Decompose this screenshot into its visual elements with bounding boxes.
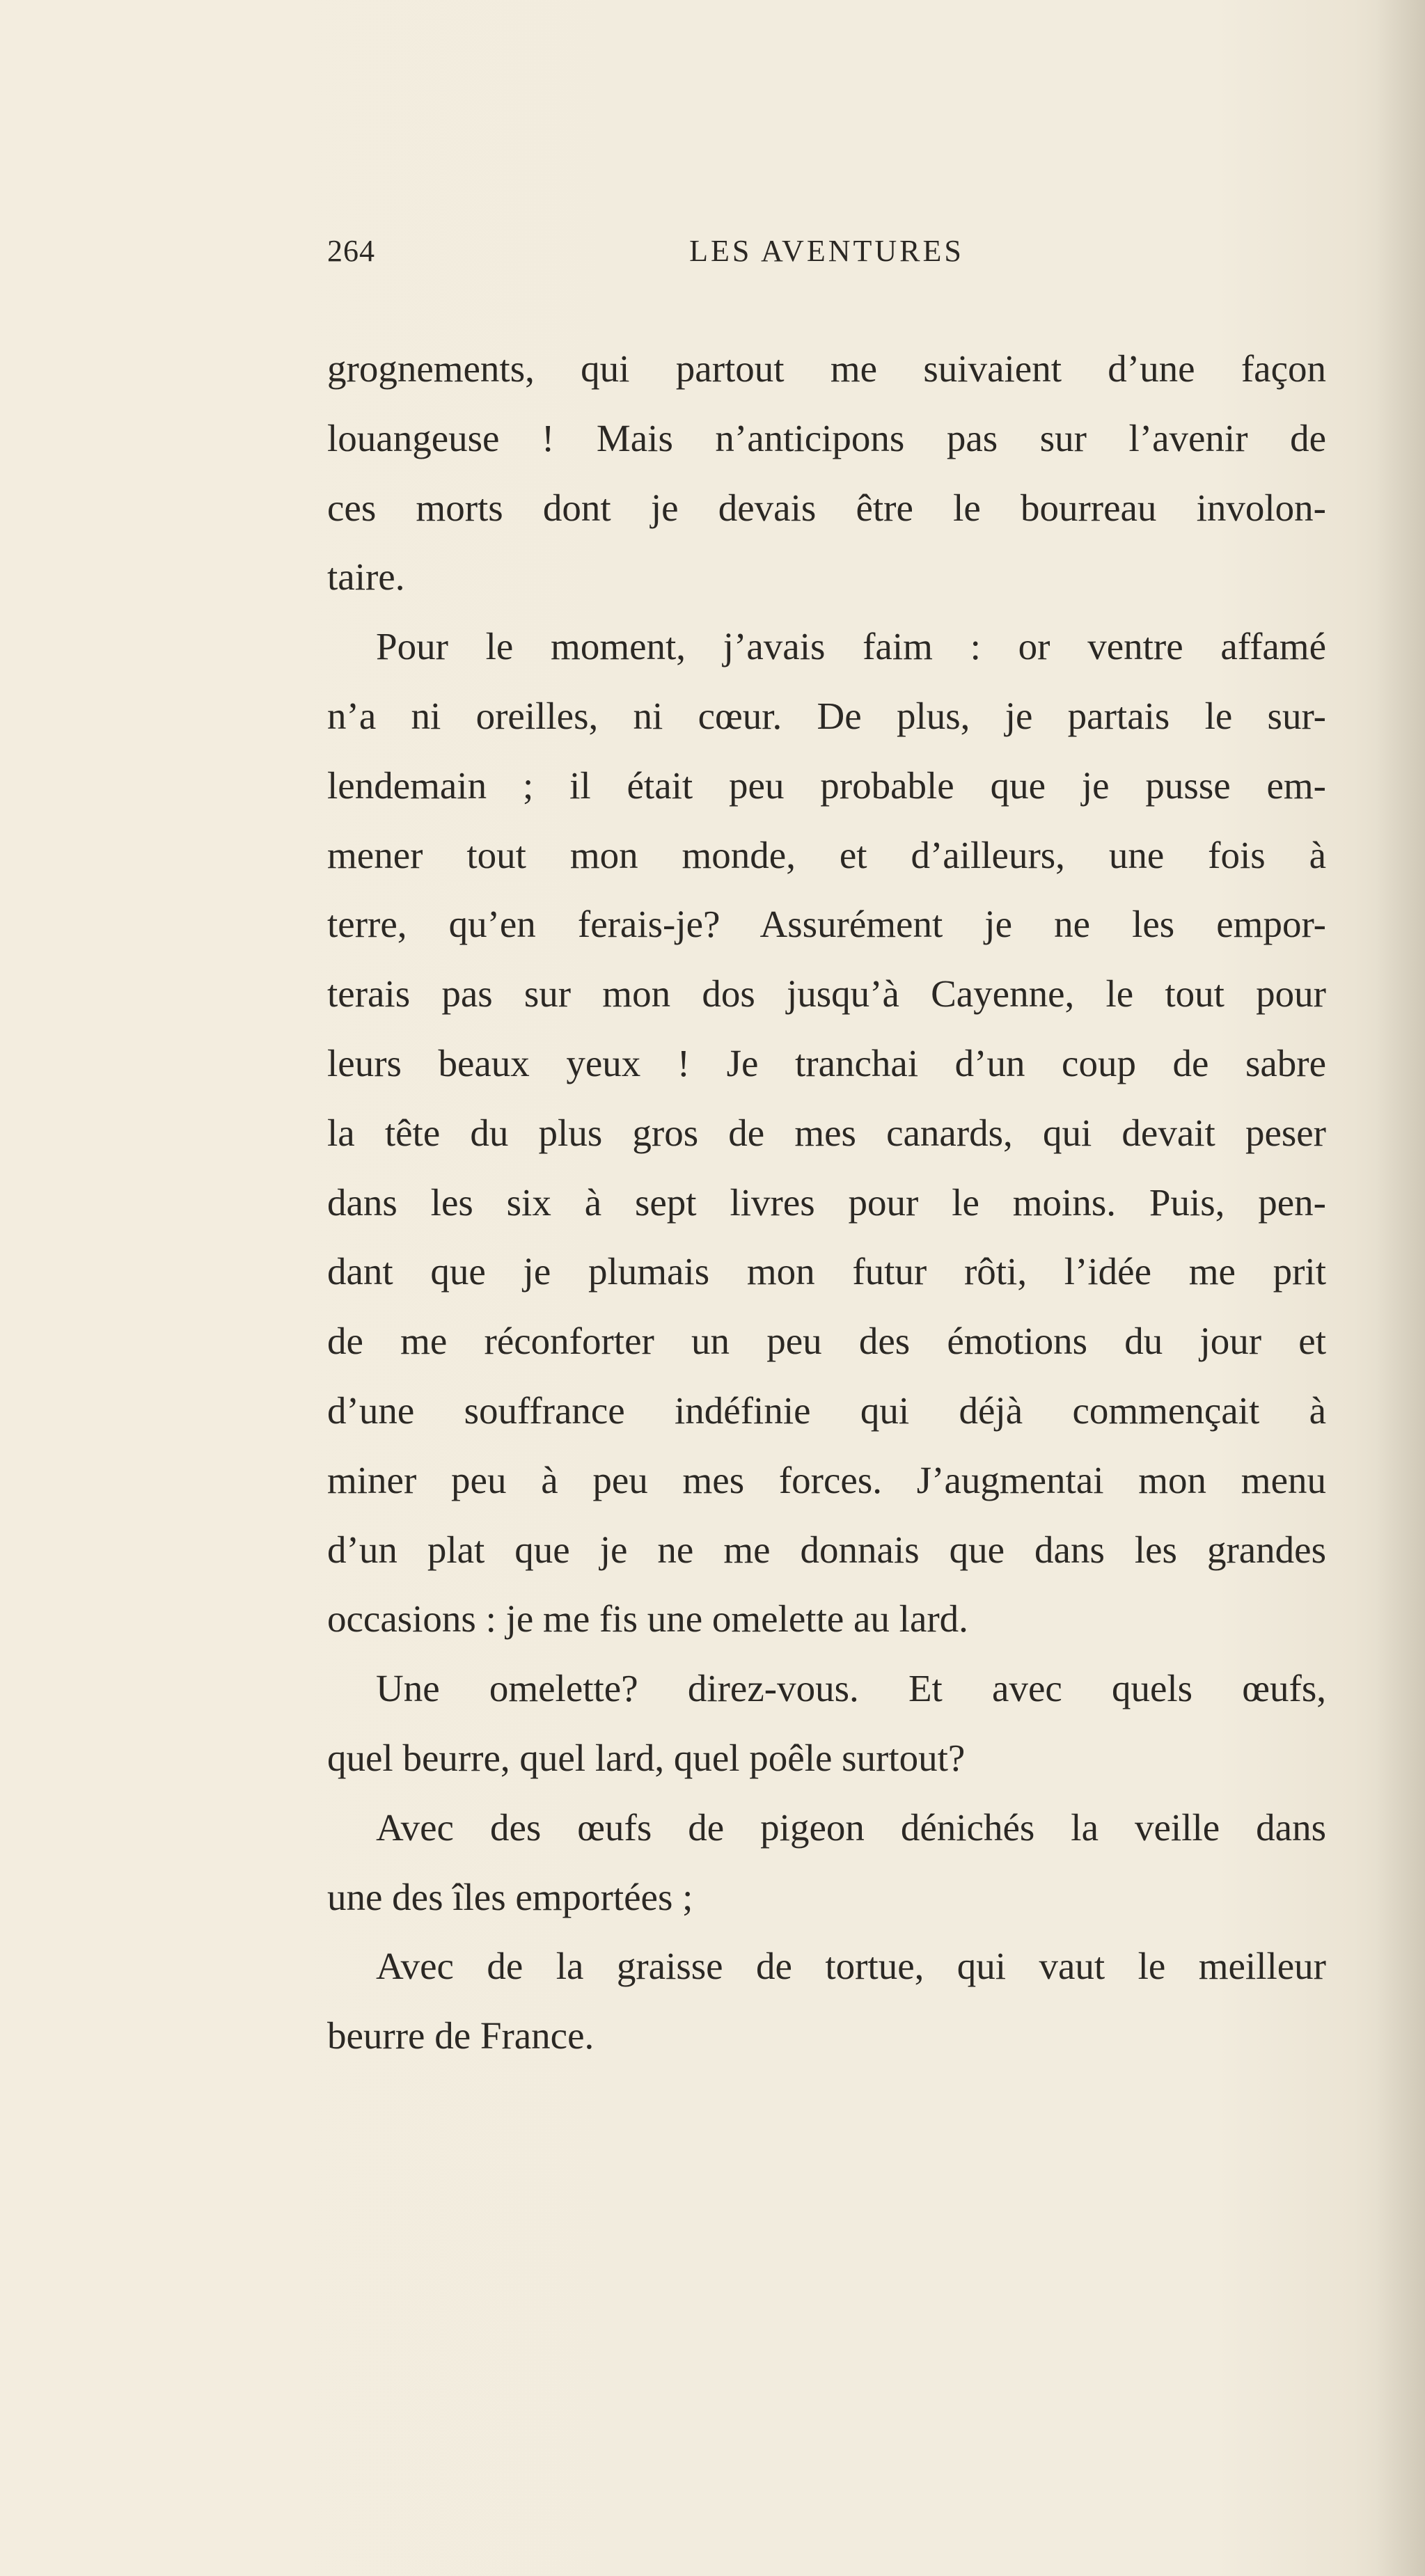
text-line: Avec de la graisse de tortue, qui vaut le meilleur	[376, 1945, 1326, 1988]
text-line: une des îles emportées ;	[327, 1875, 693, 1918]
text-line: quel beurre, quel lard, quel poêle surtout?	[327, 1736, 966, 1779]
text-line: Pour le moment, j’avais faim : or ventre affamé	[376, 625, 1326, 668]
running-head	[327, 233, 1326, 275]
text-line: leurs beaux yeux ! Je tranchai d’un coup de sabre	[327, 1041, 1326, 1084]
text-line: terais pas sur mon dos jusqu’à Cayenne, le tout pour	[327, 972, 1326, 1016]
text-line: mener tout mon monde, et d’ailleurs, une fois à	[327, 833, 1326, 876]
text-line: taire.	[327, 555, 405, 599]
text-line: d’un plat que je ne me donnais que dans les grandes	[327, 1528, 1326, 1571]
text-line: dans les six à sept livres pour le moins. Puis, pen-	[327, 1180, 1326, 1224]
text-line: lendemain ; il était peu probable que je pusse em-	[327, 764, 1326, 807]
text-line: occasions : je me fis une omelette au lard.	[327, 1597, 968, 1641]
text-line: beurre de France.	[327, 2014, 595, 2057]
page-number: 264	[327, 234, 375, 268]
text-line: Avec des œufs de pigeon dénichés la veille dans	[376, 1805, 1326, 1849]
text-line: terre, qu’en ferais-je? Assurément je ne les empor-	[327, 903, 1326, 946]
running-title: LES AVENTURES	[689, 234, 964, 268]
body-text	[327, 334, 1326, 2071]
text-line: grognements, qui partout me suivaient d’une façon	[327, 347, 1326, 390]
text-line: n’a ni oreilles, ni cœur. De plus, je partais le sur-	[327, 694, 1326, 737]
page-edge-shadow	[1376, 0, 1425, 2576]
text-line: d’une souffrance indéfinie qui déjà commençait à	[327, 1389, 1326, 1432]
text-line: dant que je plumais mon futur rôti, l’idée me prit	[327, 1250, 1326, 1293]
text-line: de me réconforter un peu des émotions du jour et	[327, 1320, 1326, 1363]
text-line: ces morts dont je devais être le bourreau involon-	[327, 486, 1326, 529]
text-line: Une omelette? direz-vous. Et avec quels œufs,	[376, 1667, 1326, 1710]
text-line: la tête du plus gros de mes canards, qui devait peser	[327, 1111, 1326, 1154]
text-line: miner peu à peu mes forces. J’augmentai mon menu	[327, 1458, 1326, 1501]
text-line: louangeuse ! Mais n’anticipons pas sur l’avenir de	[327, 416, 1326, 459]
